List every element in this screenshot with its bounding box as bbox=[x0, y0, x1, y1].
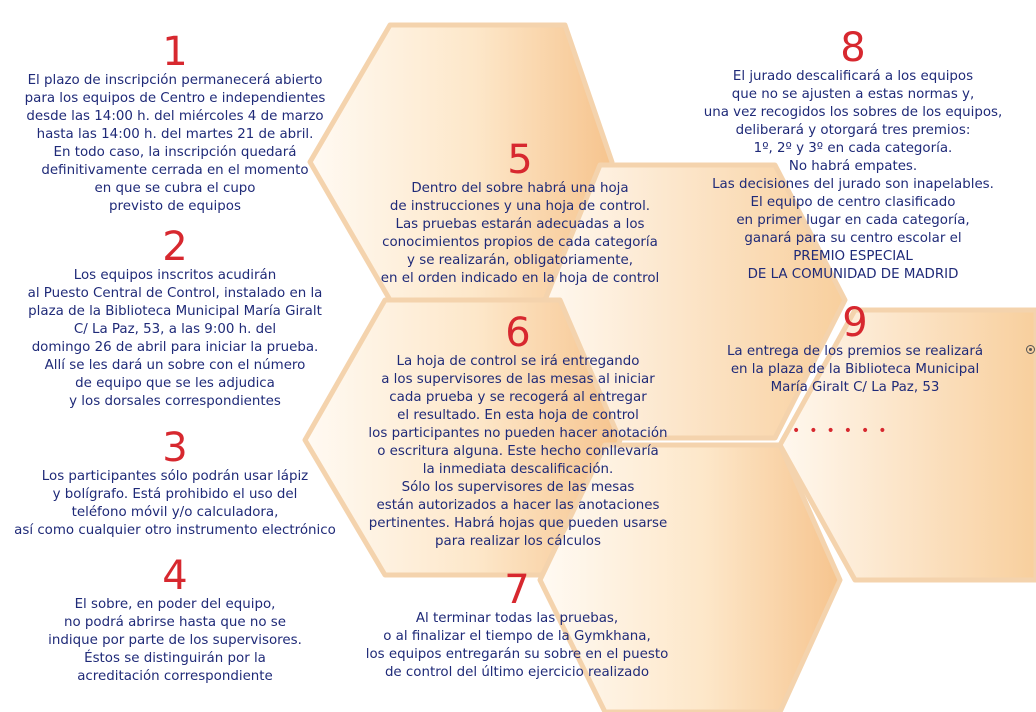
rule-6 bbox=[358, 310, 678, 551]
rule-line: El jurado descalificará a los equipos bbox=[732, 69, 974, 84]
rule-line: la inmediata descalificación. bbox=[422, 462, 614, 477]
rule-line: de instrucciones y una hoja de control. bbox=[389, 199, 651, 214]
rule-number: 8 bbox=[840, 25, 866, 71]
rule-line: El plazo de inscripción permanecerá abierto bbox=[27, 73, 323, 88]
rule-line: conocimientos propios de cada categoría bbox=[382, 235, 658, 250]
rule-line: los equipos entregarán su sobre en el puesto bbox=[365, 647, 669, 662]
rule-line: Allí se les dará un sobre con el número bbox=[44, 358, 306, 373]
rule-line: C/ La Paz, 53, a las 9:00 h. del bbox=[73, 322, 277, 337]
rule-line: María Giralt C/ La Paz, 53 bbox=[770, 380, 940, 395]
rule-line: así como cualquier otro instrumento electrónico bbox=[14, 523, 336, 538]
rule-line: de control del último ejercicio realizado bbox=[384, 665, 650, 680]
rule-4 bbox=[10, 553, 340, 686]
rule-line: desde las 14:00 h. del miércoles 4 de marzo bbox=[26, 109, 324, 124]
rule-line: No habrá empates. bbox=[788, 159, 918, 174]
rule-line: Éstos se distinguirán por la bbox=[84, 651, 266, 666]
rule-line: y bolígrafo. Está prohibido el uso del bbox=[52, 487, 298, 502]
rule-line: Los participantes sólo podrán usar lápiz bbox=[41, 469, 309, 484]
rule-number: 4 bbox=[162, 553, 188, 599]
rule-line: acreditación correspondiente bbox=[77, 669, 273, 684]
rule-3 bbox=[10, 425, 340, 540]
rule-line: cada prueba y se recogerá al entregar bbox=[389, 390, 647, 405]
rule-line: previsto de equipos bbox=[109, 199, 241, 214]
rule-text bbox=[357, 610, 677, 682]
rule-line: PREMIO ESPECIAL bbox=[793, 249, 913, 264]
rule-line: para realizar los cálculos bbox=[435, 534, 601, 549]
rule-9 bbox=[695, 300, 1015, 397]
rule-7 bbox=[357, 567, 677, 682]
rule-line: La entrega de los premios se realizará bbox=[726, 344, 984, 359]
rule-line: el resultado. En esta hoja de control bbox=[397, 408, 639, 423]
rule-line: DE LA COMUNIDAD DE MADRID bbox=[747, 267, 959, 282]
rule-line: en el orden indicado en la hoja de control bbox=[380, 271, 660, 286]
rule-line: o al finalizar el tiempo de la Gymkhana, bbox=[383, 629, 651, 644]
rule-line: una vez recogidos los sobres de los equipos, bbox=[703, 105, 1003, 120]
rule-number: 3 bbox=[162, 425, 188, 471]
rule-line: no podrá abrirse hasta que no se bbox=[63, 615, 287, 630]
rule-line: en primer lugar en cada categoría, bbox=[736, 213, 970, 228]
rule-line: ganará para su centro escolar el bbox=[744, 231, 962, 246]
rule-line: a los supervisores de las mesas al iniciar bbox=[381, 372, 655, 387]
rule-text bbox=[10, 596, 340, 686]
rule-line: y se realizarán, obligatoriamente, bbox=[407, 253, 633, 268]
rule-text bbox=[360, 180, 680, 288]
rule-number: 6 bbox=[505, 310, 531, 356]
rule-line: El equipo de centro clasificado bbox=[750, 195, 956, 210]
rule-line: para los equipos de Centro e independientes bbox=[24, 91, 326, 106]
rule-line: Los equipos inscritos acudirán bbox=[73, 268, 277, 283]
rule-line: de equipo que se les adjudica bbox=[75, 376, 275, 391]
rule-line: en la plaza de la Biblioteca Municipal bbox=[730, 362, 980, 377]
rule-number: 2 bbox=[162, 224, 188, 270]
rule-text bbox=[695, 343, 1015, 397]
rule-line: hasta las 14:00 h. del martes 21 de abril. bbox=[36, 127, 314, 142]
rule-number: 5 bbox=[507, 137, 533, 183]
rule-line: En todo caso, la inscripción quedará bbox=[53, 145, 297, 160]
rule-line: 1º, 2º y 3º en cada categoría. bbox=[753, 141, 953, 156]
rule-line: El sobre, en poder del equipo, bbox=[74, 597, 276, 612]
rule-line: al Puesto Central de Control, instalado en la bbox=[27, 286, 323, 301]
rule-line: plaza de la Biblioteca Municipal María Giralt bbox=[28, 304, 322, 319]
rule-line: pertinentes. Habrá hojas que pueden usarse bbox=[368, 516, 668, 531]
rule-number: 1 bbox=[162, 29, 188, 75]
rule-line: los participantes no pueden hacer anotación bbox=[368, 426, 668, 441]
rule-line: La hoja de control se irá entregando bbox=[396, 354, 640, 369]
registration-mark-icon bbox=[1026, 345, 1035, 354]
rule-line: Sólo los supervisores de las mesas bbox=[401, 480, 635, 495]
decorative-dots: •••••• bbox=[792, 423, 896, 439]
rule-line: definitivamente cerrada en el momento bbox=[41, 163, 309, 178]
rule-line: teléfono móvil y/o calculadora, bbox=[71, 505, 279, 520]
rule-line: y los dorsales correspondientes bbox=[69, 394, 281, 409]
rule-8 bbox=[688, 25, 1018, 284]
rule-line: Las pruebas estarán adecuadas a los bbox=[395, 217, 645, 232]
rule-1 bbox=[10, 29, 340, 216]
rule-line: que no se ajusten a estas normas y, bbox=[731, 87, 975, 102]
rule-line: en que se cubra el cupo bbox=[94, 181, 256, 196]
rule-line: Dentro del sobre habrá una hoja bbox=[411, 181, 629, 196]
rule-line: están autorizados a hacer las anotaciones bbox=[376, 498, 660, 513]
rule-line: indique por parte de los supervisores. bbox=[48, 633, 302, 648]
rule-line: domingo 26 de abril para iniciar la prueba. bbox=[31, 340, 319, 355]
rule-number: 9 bbox=[842, 300, 868, 346]
rule-line: deliberará y otorgará tres premios: bbox=[735, 123, 971, 138]
rule-line: Al terminar todas las pruebas, bbox=[415, 611, 619, 626]
rule-line: Las decisiones del jurado son inapelables. bbox=[712, 177, 994, 192]
rule-line: o escritura alguna. Este hecho conllevaría bbox=[377, 444, 659, 459]
rule-text bbox=[688, 68, 1018, 284]
rule-text bbox=[10, 72, 340, 216]
rule-2 bbox=[10, 224, 340, 411]
rule-text bbox=[10, 267, 340, 411]
rule-text bbox=[10, 468, 340, 540]
rule-5 bbox=[360, 137, 680, 288]
rule-number: 7 bbox=[504, 567, 530, 613]
rule-text bbox=[358, 353, 678, 551]
